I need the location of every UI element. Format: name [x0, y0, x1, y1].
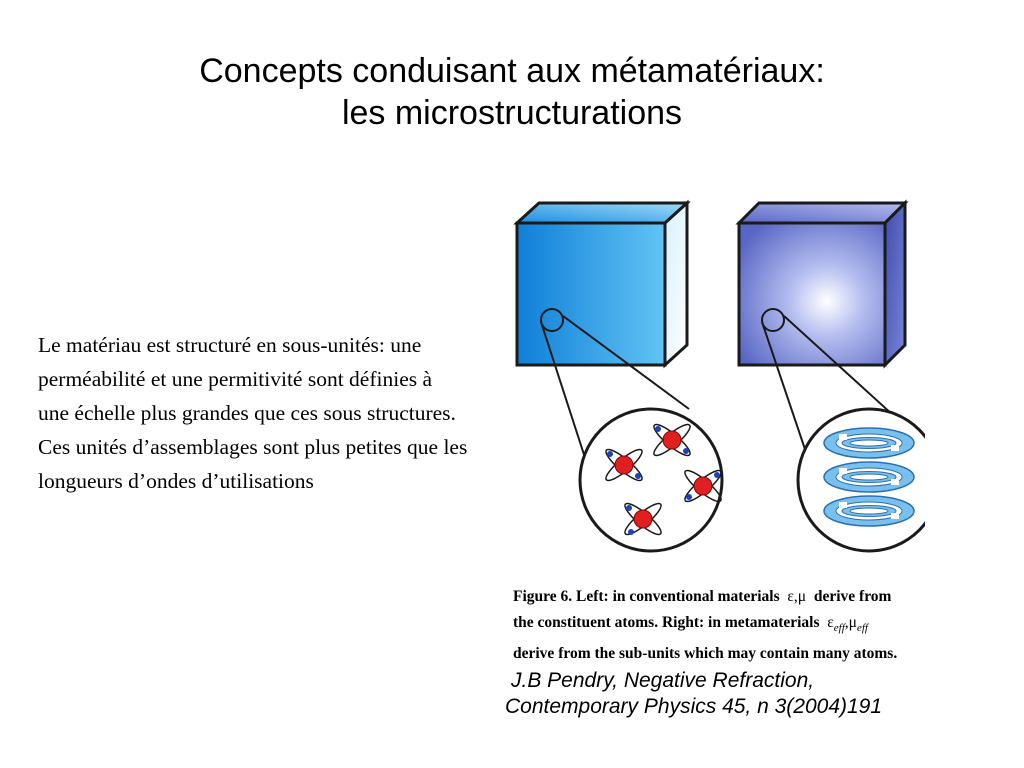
slide-title	[0, 50, 1024, 134]
split-rings-zoom-circle	[798, 409, 925, 551]
caption-line-3: derive from the sub-units which may contain many atoms.	[513, 645, 898, 663]
reference-line-1: J.B Pendry, Negative Refraction,	[511, 669, 815, 692]
title-line-1: Concepts conduisant aux métamatériaux:	[199, 52, 825, 90]
caption-symbols: ε,μ	[787, 588, 807, 605]
metamaterial-cube	[739, 203, 905, 365]
metamaterial-figure	[505, 195, 925, 565]
split-ring	[824, 428, 914, 458]
split-ring	[824, 462, 914, 492]
reference-line-2: Contemporary Physics 45, n 3(2004)191	[505, 695, 883, 718]
figure-caption	[513, 584, 983, 667]
conventional-material-cube	[517, 203, 687, 365]
title-line-2: les microstructurations	[341, 94, 683, 132]
reference-citation	[505, 668, 985, 720]
caption-line-1: Figure 6. Left: in conventional materials ε,μ derive from	[513, 588, 892, 605]
body-paragraph: Le matériau est structuré en sous-unités: une perméabilité et une permitivité sont définies à une échelle plus grandes que ces sous structures. Ces unités d’assemblages sont plus petites que les longueurs d’ondes d’utilisations	[38, 333, 468, 493]
caption-line-2: the constituent atoms. Right: in metamaterials $\varepsilon_{eff},\mu_{eff}$	[513, 614, 868, 635]
atoms-zoom-circle	[580, 409, 724, 551]
split-ring	[824, 496, 914, 526]
